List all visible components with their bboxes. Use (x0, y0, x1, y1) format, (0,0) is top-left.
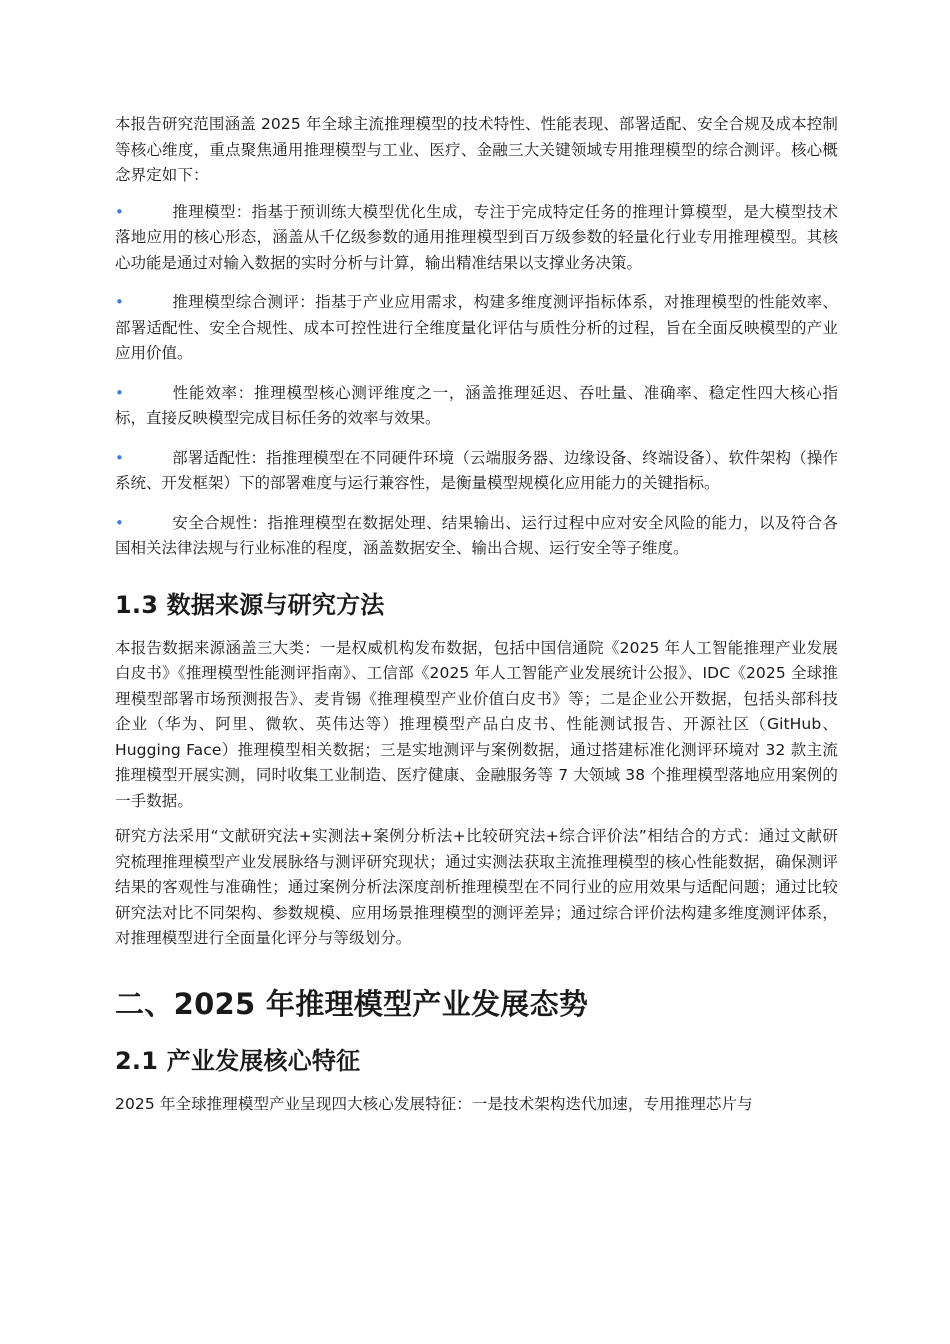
bullet-text: 部署适配性：指推理模型在不同硬件环境（云端服务器、边缘设备、终端设备）、软件架构（操作系统、开发框架）下的部署难度与运行兼容性，是衡量模型规模化应用能力的关键指标。 (115, 448, 838, 492)
bullet-text: 推理模型综合测评：指基于产业应用需求，构建多维度测评指标体系，对推理模型的性能效率、部署适配性、安全合规性、成本可控性进行全维度量化评估与质性分析的过程，旨在全面反映模型的产业应用价值。 (115, 293, 838, 362)
bullet-dot-icon: • (115, 293, 124, 311)
bullet-item-security-compliance (115, 511, 838, 562)
bullet-text: 性能效率：推理模型核心测评维度之一，涵盖推理延迟、吞吐量、准确率、稳定性四大核心指标，直接反映模型完成目标任务的效率与效果。 (115, 383, 838, 427)
industry-features-paragraph: 2025 年全球推理模型产业呈现四大核心发展特征：一是技术架构迭代加速，专用推理芯片与 (115, 1094, 753, 1113)
research-methods-paragraph: 研究方法采用“文献研究法+实测法+案例分析法+比较研究法+综合评价法”相结合的方式：通过文献研究梳理推理模型产业发展脉络与测评研究现状；通过实测法获取主流推理模型的核心性能数据，确保测评结果的客观性与准确性；通过案例分析法深度剖析推理模型在不同行业的应用效果与适配问题；通过比较研究法对比不同架构、参数规模、应用场景推理模型的测评差异；通过综合评价法构建多维度测评体系，对推理模型进行全面量化评分与等级划分。 (115, 827, 838, 947)
bullet-item-performance-efficiency (115, 381, 838, 432)
bullet-dot-icon: • (115, 513, 124, 532)
bullet-text: 安全合规性：指推理模型在数据处理、结果输出、运行过程中应对安全风险的能力，以及符合各国相关法律法规与行业标准的程度，涵盖数据安全、输出合规、运行安全等子维度。 (115, 513, 838, 557)
section-heading-2-1: 2.1 产业发展核心特征 (115, 1046, 361, 1075)
bullet-dot-icon: • (115, 448, 124, 467)
data-sources-paragraph: 本报告数据来源涵盖三大类：一是权威机构发布数据，包括中国信通院《2025 年人工智能推理产业发展白皮书》《推理模型性能测评指南》、工信部《2025 年人工智能产业发展统计公报》、IDC《2025 全球推理模型部署市场预测报告》、麦肯锡《推理模型产业价值白皮书》等；二是企业公开数据，包括头部科技企业（华为、阿里、微软、英伟达等）推理模型产品白皮书、性能测试报告、开源社区（GitHub、Hugging Face）推理模型相关数据；三是实地测评与案例数据，通过搭建标准化测评环境对 32 款主流推理模型开展实测，同时收集工业制造、医疗健康、金融服务等 7 大领域 38 个推理模型落地应用案例的一手数据。 (115, 638, 838, 810)
bullet-item-comprehensive-evaluation (115, 290, 838, 367)
intro-paragraph: 本报告研究范围涵盖 2025 年全球主流推理模型的技术特性、性能表现、部署适配、安全合规及成本控制等核心维度，重点聚焦通用推理模型与工业、医疗、金融三大关键领域专用推理模型的综合测评。核心概念界定如下： (115, 115, 838, 184)
bullet-item-deployment-adaptability (115, 446, 838, 497)
bullet-dot-icon: • (115, 202, 124, 221)
bullet-text: 推理模型：指基于预训练大模型优化生成，专注于完成特定任务的推理计算模型，是大模型技术落地应用的核心形态，涵盖从千亿级参数的通用推理模型到百万级参数的轻量化行业专用推理模型。其核心功能是通过对输入数据的实时分析与计算，输出精准结果以支撑业务决策。 (115, 202, 838, 272)
section-heading-1-3: 1.3 数据来源与研究方法 (115, 590, 385, 619)
chapter-heading-2: 二、2025 年推理模型产业发展态势 (115, 986, 589, 1021)
bullet-dot-icon: • (115, 383, 124, 402)
bullet-item-reasoning-model (115, 200, 838, 277)
